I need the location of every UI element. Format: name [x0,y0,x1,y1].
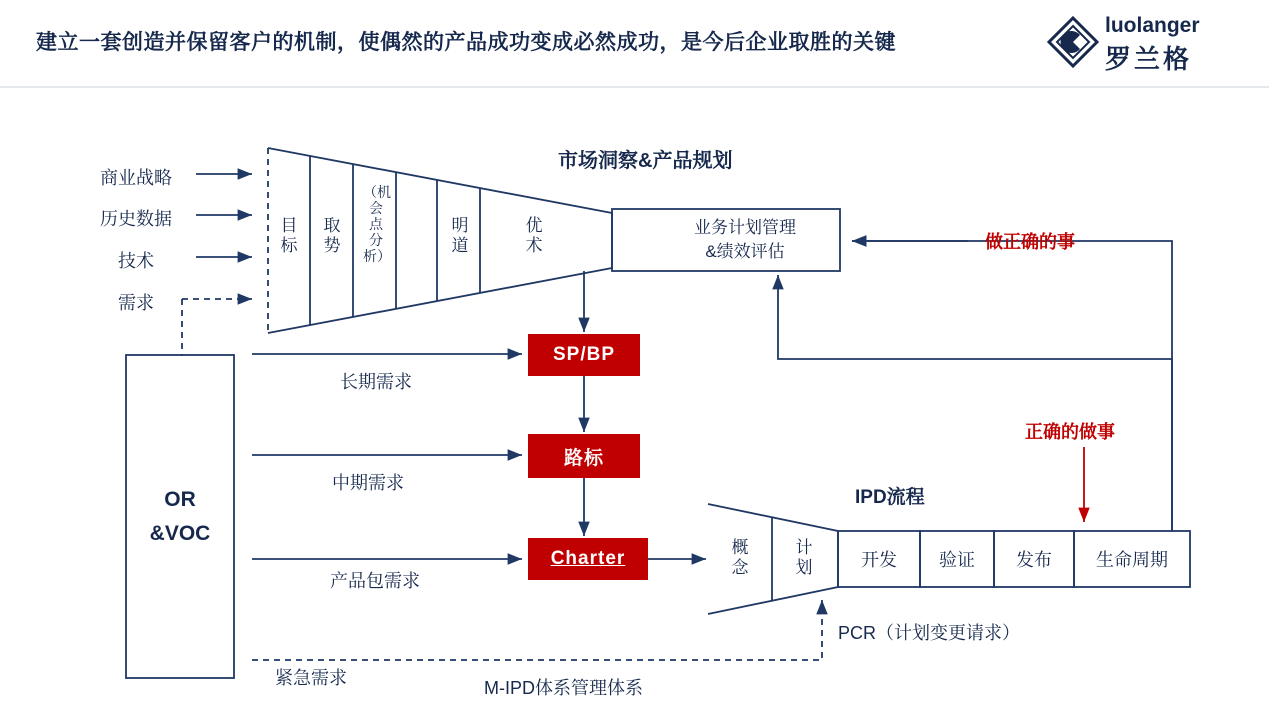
business-plan-box [650,209,840,271]
demand-label-product-package: 产品包需求 [330,571,420,591]
annotation-pcr: PCR（计划变更请求） [838,623,1021,643]
demand-label-long-term: 长期需求 [340,372,412,392]
flow-box-roadmap[interactable] [528,434,640,478]
section-title-market: 市场洞察&产品规划 [558,150,733,172]
section-title-ipd: IPD流程 [855,487,925,508]
flow-box-charter-label: Charter [550,548,626,569]
input-label-demand: 需求 [118,293,154,313]
business-plan-line2: &绩效评估 [705,242,785,261]
input-label-technology: 技术 [118,251,154,271]
input-label-history: 历史数据 [100,209,172,229]
page-title: 建立一套创造并保留客户的机制，使偶然的产品成功变成必然成功，是今后企业取胜的关键 [36,31,896,54]
funnel-cell-goal: 目标 [280,216,298,255]
demand-label-urgent: 紧急需求 [275,668,347,688]
source-box-line1: OR [164,487,196,511]
annotation-do-right-things: 做正确的事 [985,232,1075,252]
footer-label: M-IPD体系管理体系 [484,678,643,698]
annotation-do-things-right: 正确的做事 [1025,422,1115,442]
ipd-stage-development[interactable]: 开发 [861,550,897,570]
funnel-cell-clarify: 明道 [451,216,469,255]
demand-label-mid-term: 中期需求 [332,473,404,493]
funnel-cell-trend: 取势 [323,216,341,255]
source-box-or-voc [126,355,234,678]
flow-box-roadmap-label: 路标 [563,447,604,469]
input-label-strategy: 商业战略 [100,168,172,188]
ipd-stage-lifecycle[interactable]: 生命周期 [1096,550,1168,570]
logo-text-cn: 罗兰格 [1105,44,1193,74]
flow-box-charter[interactable] [528,538,648,580]
ipd-funnel-cell-plan: 计划 [795,538,813,577]
source-box-line2: &VOC [149,521,211,545]
ipd-stage-release[interactable]: 发布 [1016,550,1052,570]
ipd-funnel-cell-concept: 概念 [731,538,749,577]
business-plan-line1: 业务计划管理 [694,218,796,237]
flow-box-spbp-label: SP/BP [552,344,616,365]
funnel-cell-optimize: 优术 [525,216,543,255]
flow-box-spbp[interactable] [528,334,640,376]
logo-text-en: luolanger [1105,14,1200,37]
funnel-cell-opportunity-analysis: （机会点分析） [363,184,391,264]
ipd-stage-verification[interactable]: 验证 [939,550,975,570]
